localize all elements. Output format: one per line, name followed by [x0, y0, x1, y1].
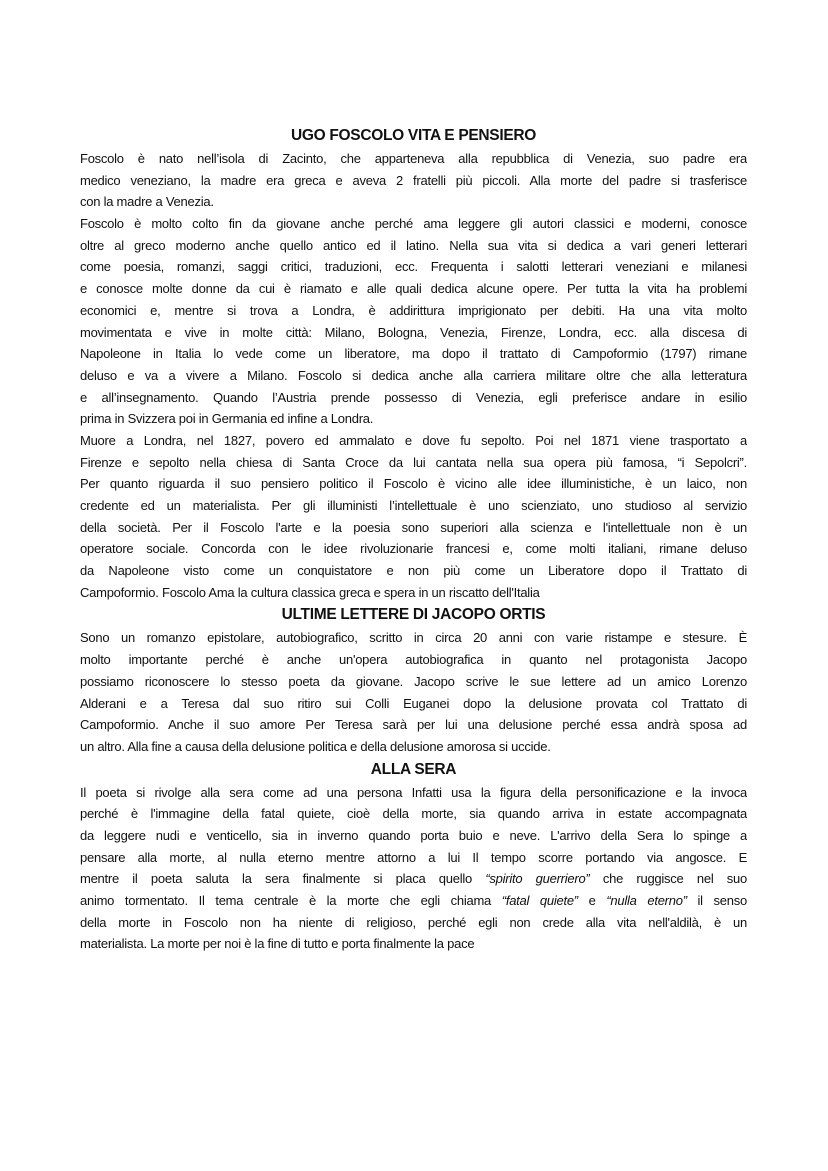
text-line: Per quanto riguarda il suo pensiero politico il Foscolo è vicino alle idee illuministiche, è un laico, non: [80, 476, 747, 492]
text-line: Napoleone in Italia lo vede come un liberatore, ma dopo il trattato di Campoformio (1797) rimane: [80, 346, 747, 362]
text-line: Foscolo è nato nell’isola di Zacinto, che apparteneva alla repubblica di Venezia, suo padre era: [80, 151, 747, 166]
section-body: [80, 782, 747, 956]
text-line: perché è l'immagine della fatal quiete, cioè della morte, sia quando arriva in estate accompagnata: [80, 806, 747, 822]
text-line: Il poeta si rivolge alla sera come ad una persona Infatti usa la figura della personificazione e la invoca: [80, 784, 747, 800]
section-alla-sera: [80, 758, 747, 956]
text-segment: mentre il poeta saluta la sera finalmente si placa quello: [80, 871, 486, 887]
text-line: con la madre a Venezia.: [80, 194, 214, 210]
section-body: [80, 627, 747, 757]
text-line: Alderani e a Teresa dal suo ritiro sui Colli Euganei dopo la delusione provata col Trattato di: [80, 695, 747, 711]
section-jacopo-ortis: [80, 603, 747, 757]
text-segment: il senso: [686, 893, 747, 908]
italic-quote: “nulla eterno”: [606, 893, 687, 908]
text-line: molto importante perché è anche un'opera autobiografica in quanto nel protagonista Jacopo: [80, 652, 747, 668]
text-line: da Napoleone visto come un conquistatore e non più come un Liberatore dopo il Trattato di: [80, 563, 747, 579]
text-line: Foscolo è molto colto fin da giovane anche perché ama leggere gli autori classici e moderni, conosce: [80, 216, 747, 232]
text-line: e all’insegnamento. Quando l’Austria prende possesso di Venezia, egli preferisce andare in esilio: [80, 389, 747, 405]
text-line: credente ed un materialista. Per gli illuministi l’intellettuale è uno scienziato, uno studioso al servizio: [80, 498, 747, 513]
text-segment: e: [577, 893, 607, 908]
text-line: medico veneziano, la madre era greca e aveva 2 fratelli più piccoli. Alla morte del padre si trasferisce: [80, 172, 747, 188]
text-line: da leggere nudi e venticello, sia in inverno quando porta buio e neve. L'arrivo della Sera lo spinge a: [80, 827, 747, 843]
text-line: Campoformio. Anche il suo amore Per Teresa sarà per lui una delusione perché essa andrà sposa ad: [80, 717, 747, 733]
text-line: deluso e va a vivere a Milano. Foscolo si dedica anche alla carriera militare oltre che alla letteratura: [80, 367, 747, 383]
text-line: della società. Per il Foscolo l'arte e la poesia sono superiori alla scienza e l'intellettuale non è un: [80, 519, 747, 535]
text-line: e conosce molte donne da cui è riamato e alle quali dedica alcune opere. Per tutta la vita ha problemi: [80, 281, 747, 297]
italic-quote: “fatal quiete”: [501, 893, 578, 908]
text-line: Muore a Londra, nel 1827, povero ed ammalato e dove fu sepolto. Poi nel 1871 viene trasportato a: [80, 432, 747, 448]
text-line: prima in Svizzera poi in Germania ed infine a Londra.: [80, 411, 374, 427]
text-line: Campoformio. Foscolo Ama la cultura classica greca e spera in un riscatto dell'Italia: [80, 584, 540, 600]
section-title: ULTIME LETTERE DI JACOPO ORTIS: [281, 606, 546, 624]
text-line: movimentata e vive in molte città: Milano, Bologna, Venezia, Firenze, Londra, ecc. alla discesa di: [80, 324, 747, 340]
text-line: oltre al greco moderno anche quello antico ed il latino. Nella sua vita si dedica a vari generi letterari: [80, 237, 747, 253]
section-vita-e-pensiero: [80, 124, 747, 603]
section-title: UGO FOSCOLO VITA E PENSIERO: [290, 127, 537, 144]
text-line: Sono un romanzo epistolare, autobiografico, scritto in circa 20 anni con varie ristampe e stesure. È: [80, 630, 747, 646]
text-line: Firenze e sepolto nella chiesa di Santa Croce da lui cantata nella sua opera più famosa, “i Sepolcri”.: [80, 454, 747, 470]
text-line: economici e, mentre si trova a Londra, è addirittura imprigionato per debiti. Ha una vita molto: [80, 302, 747, 318]
document-page: [80, 124, 747, 955]
section-title: ALLA SERA: [370, 760, 457, 778]
text-line: [80, 890, 747, 912]
italic-quote: “spirito guerriero”: [485, 871, 590, 887]
text-segment: che ruggisce nel suo: [589, 871, 747, 887]
text-line: possiamo riconoscere lo stesso poeta da giovane. Jacopo scrive le sue lettere ad un amico Lorenzo: [80, 673, 747, 689]
section-body: [80, 148, 747, 603]
text-line: [80, 868, 747, 890]
text-segment: animo tormentato. Il tema centrale è la morte che egli chiama: [80, 893, 502, 908]
text-line: come poesia, romanzi, saggi critici, traduzioni, ecc. Frequenta i salotti letterari veneziani e milanesi: [80, 259, 747, 275]
text-line: della morte in Foscolo non ha niente di religioso, perché egli non crede alla vita nell'aldilà, è un: [80, 914, 747, 930]
text-line: pensare alla morte, al nulla eterno mentre attorno a lui Il tempo scorre portando via angosce. E: [80, 849, 747, 865]
text-line: un altro. Alla fine a causa della delusione politica e della delusione amorosa si uccide.: [80, 738, 551, 754]
text-line: operatore sociale. Concorda con le idee rivoluzionarie francesi e, come molti italiani, rimane deluso: [80, 541, 747, 557]
text-line: materialista. La morte per noi è la fine di tutto e porta finalmente la pace: [80, 936, 475, 952]
